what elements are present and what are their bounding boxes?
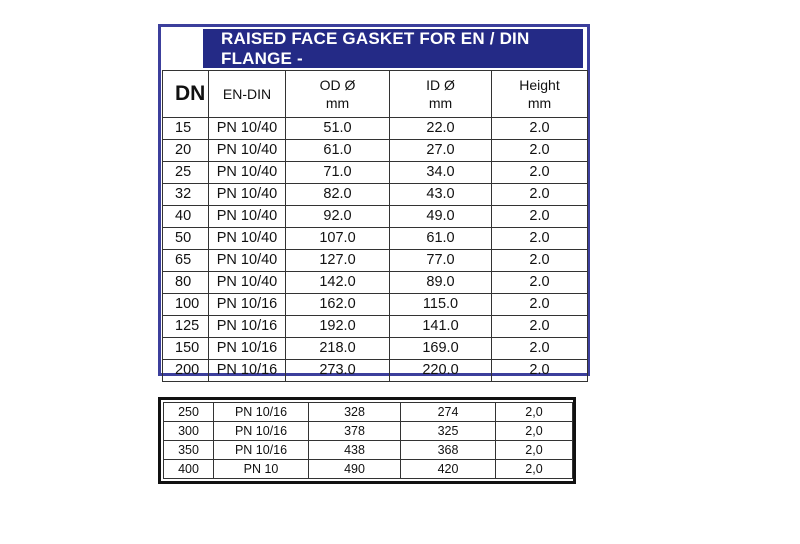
header-id [390,71,492,118]
cell-od: 490 [309,460,401,479]
table-row [163,360,588,382]
cell-id: 27.0 [390,140,492,162]
cell-en-din: PN 10 [214,460,309,479]
cell-dn: 80 [163,272,209,294]
cell-en-din: PN 10/16 [209,316,286,338]
cell-id: 115.0 [390,294,492,316]
cell-od: 378 [309,422,401,441]
cell-height: 2.0 [492,162,588,184]
cell-od: 61.0 [286,140,390,162]
cell-en-din: PN 10/16 [209,338,286,360]
cell-od: 142.0 [286,272,390,294]
cell-en-din: PN 10/40 [209,184,286,206]
cell-dn: 50 [163,228,209,250]
cell-dn: 150 [163,338,209,360]
header-id-label: ID Ø [426,77,455,93]
cell-dn: 40 [163,206,209,228]
header-height [492,71,588,118]
cell-dn: 32 [163,184,209,206]
cell-en-din: PN 10/16 [214,441,309,460]
cell-od: 328 [309,403,401,422]
cell-height: 2.0 [492,228,588,250]
cell-od: 127.0 [286,250,390,272]
table-row [163,272,588,294]
cell-id: 49.0 [390,206,492,228]
cell-dn: 20 [163,140,209,162]
cell-dn: 300 [164,422,214,441]
cell-en-din: PN 10/16 [209,294,286,316]
cell-id: 34.0 [390,162,492,184]
cell-height: 2,0 [496,422,573,441]
cell-en-din: PN 10/40 [209,272,286,294]
cell-id: 89.0 [390,272,492,294]
cell-id: 22.0 [390,118,492,140]
header-id-unit: mm [428,95,453,111]
cell-dn: 25 [163,162,209,184]
cell-id: 274 [401,403,496,422]
cell-en-din: PN 10/16 [214,422,309,441]
cell-id: 61.0 [390,228,492,250]
cell-od: 162.0 [286,294,390,316]
cell-height: 2.0 [492,250,588,272]
cell-height: 2.0 [492,316,588,338]
header-row [163,71,588,118]
cell-od: 51.0 [286,118,390,140]
header-height-unit: mm [527,95,552,111]
extra-gasket-table [163,402,573,479]
table-row [163,338,588,360]
cell-id: 368 [401,441,496,460]
cell-height: 2.0 [492,360,588,382]
cell-height: 2.0 [492,140,588,162]
table-row [163,206,588,228]
cell-en-din: PN 10/16 [209,360,286,382]
cell-od: 107.0 [286,228,390,250]
header-od [286,71,390,118]
cell-id: 77.0 [390,250,492,272]
cell-od: 71.0 [286,162,390,184]
cell-dn: 65 [163,250,209,272]
cell-od: 82.0 [286,184,390,206]
cell-height: 2.0 [492,294,588,316]
cell-height: 2.0 [492,272,588,294]
table-row [163,184,588,206]
table-row [163,228,588,250]
cell-en-din: PN 10/40 [209,228,286,250]
cell-height: 2,0 [496,441,573,460]
header-en-din: EN-DIN [209,71,286,118]
cell-id: 141.0 [390,316,492,338]
cell-height: 2.0 [492,338,588,360]
table-row [163,294,588,316]
cell-od: 438 [309,441,401,460]
cell-en-din: PN 10/16 [214,403,309,422]
gasket-table [162,70,588,382]
cell-dn: 400 [164,460,214,479]
table-row [164,403,573,422]
header-od-label: OD Ø [319,77,356,93]
cell-en-din: PN 10/40 [209,206,286,228]
cell-en-din: PN 10/40 [209,162,286,184]
cell-en-din: PN 10/40 [209,140,286,162]
cell-en-din: PN 10/40 [209,118,286,140]
header-od-unit: mm [325,95,350,111]
cell-height: 2,0 [496,460,573,479]
cell-dn: 350 [164,441,214,460]
cell-od: 273.0 [286,360,390,382]
cell-id: 420 [401,460,496,479]
cell-dn: 250 [164,403,214,422]
cell-dn: 200 [163,360,209,382]
cell-dn: 125 [163,316,209,338]
table-row [164,422,573,441]
table-row [163,118,588,140]
table-title: RAISED FACE GASKET FOR EN / DIN FLANGE - [203,29,583,68]
cell-id: 43.0 [390,184,492,206]
cell-height: 2,0 [496,403,573,422]
table-row [163,140,588,162]
table-row [163,162,588,184]
table-row [164,460,573,479]
header-height-label: Height [519,77,560,93]
table-row [163,250,588,272]
cell-height: 2.0 [492,118,588,140]
cell-id: 220.0 [390,360,492,382]
table-row [164,441,573,460]
header-dn: DN [163,71,209,118]
table-row [163,316,588,338]
cell-en-din: PN 10/40 [209,250,286,272]
cell-od: 218.0 [286,338,390,360]
cell-height: 2.0 [492,206,588,228]
cell-dn: 15 [163,118,209,140]
cell-height: 2.0 [492,184,588,206]
cell-id: 325 [401,422,496,441]
cell-od: 192.0 [286,316,390,338]
cell-id: 169.0 [390,338,492,360]
cell-dn: 100 [163,294,209,316]
cell-od: 92.0 [286,206,390,228]
